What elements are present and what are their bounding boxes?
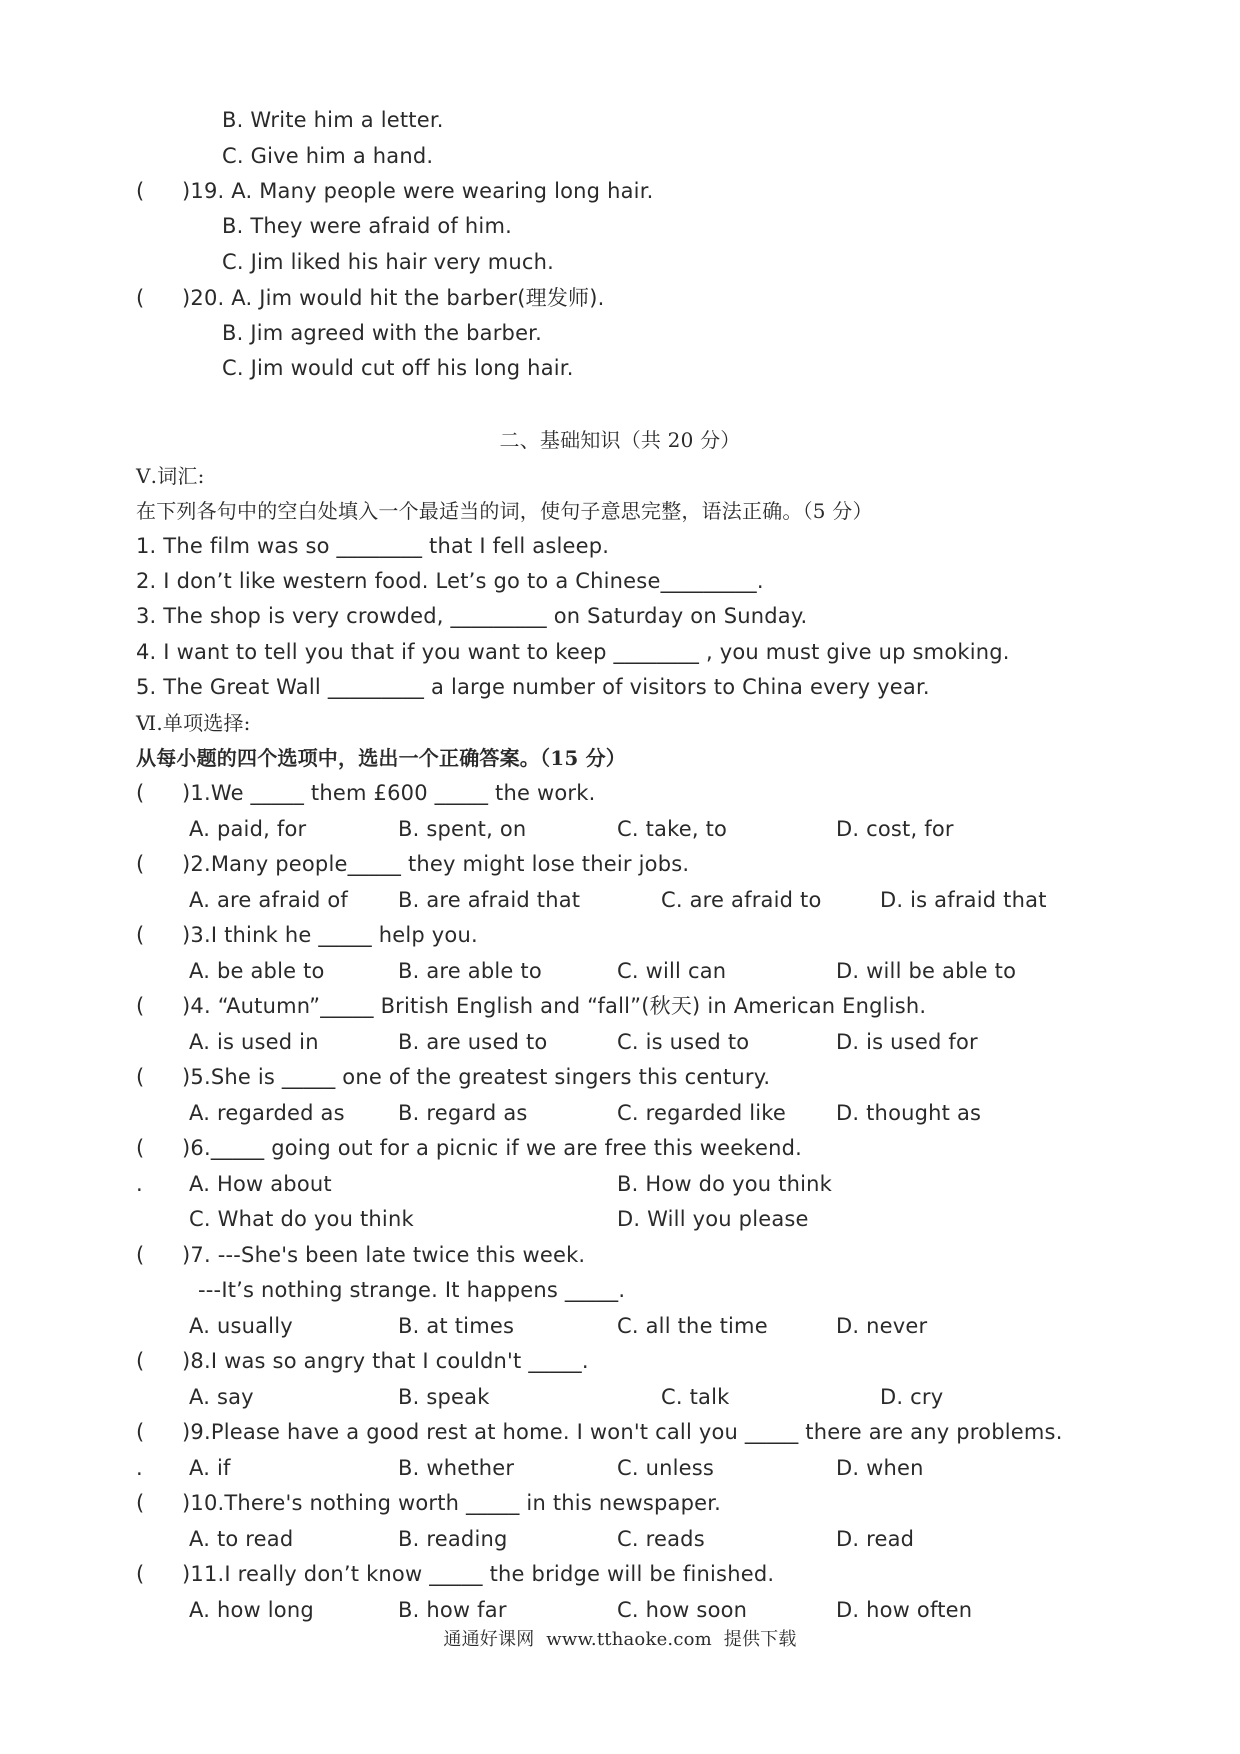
option-a: A. are afraid of: [189, 888, 349, 912]
option-a: A. to read: [189, 1527, 294, 1551]
option-c: C. talk: [661, 1385, 730, 1409]
q19-stem: )19. A. Many people were wearing long hair.: [182, 179, 654, 203]
answer-paren: (: [136, 781, 145, 805]
option-b: B. are afraid that: [398, 888, 581, 912]
answer-paren: (: [136, 1243, 145, 1267]
vocab-heading: Ⅴ.词汇:: [136, 464, 205, 488]
option-b: B. are able to: [398, 959, 542, 983]
vocab-item: 2. I don’t like western food. Let’s go to a Chinese_________.: [136, 569, 764, 593]
question-stem: )11.I really don’t know _____ the bridge will be finished.: [182, 1562, 775, 1586]
option-c: C. unless: [617, 1456, 715, 1480]
option-a: A. How about: [189, 1172, 332, 1196]
vocab-item: 4. I want to tell you that if you want to keep ________ , you must give up smoking.: [136, 640, 1010, 664]
q18-option-c: C. Give him a hand.: [222, 144, 434, 168]
option-d: D. never: [836, 1314, 928, 1338]
answer-paren: (: [136, 1420, 145, 1444]
option-c: C. how soon: [617, 1598, 748, 1622]
option-d: D. cry: [880, 1385, 944, 1409]
option-b: B. How do you think: [617, 1172, 833, 1196]
mc-heading: Ⅵ.单项选择:: [136, 711, 251, 735]
option-d: D. will be able to: [836, 959, 1017, 983]
answer-paren: (: [136, 1491, 145, 1515]
answer-paren: (: [136, 923, 145, 947]
option-d: D. how often: [836, 1598, 973, 1622]
option-c: C. take, to: [617, 817, 728, 841]
option-b: B. reading: [398, 1527, 508, 1551]
option-a: A. usually: [189, 1314, 293, 1338]
answer-paren: (: [136, 852, 145, 876]
option-a: A. be able to: [189, 959, 325, 983]
option-d: D. is used for: [836, 1030, 978, 1054]
option-a: A. regarded as: [189, 1101, 345, 1125]
option-b: B. at times: [398, 1314, 515, 1338]
option-a: A. is used in: [189, 1030, 319, 1054]
question-stem: )10.There's nothing worth _____ in this newspaper.: [182, 1491, 722, 1515]
question-stem: )3.I think he _____ help you.: [182, 923, 478, 947]
option-b: B. spent, on: [398, 817, 527, 841]
answer-paren: (: [136, 994, 145, 1018]
answer-paren: (: [136, 286, 145, 310]
option-b: B. are used to: [398, 1030, 548, 1054]
q19-option-b: B. They were afraid of him.: [222, 214, 512, 238]
question-stem: )6._____ going out for a picnic if we are free this weekend.: [182, 1136, 803, 1160]
answer-paren: (: [136, 1065, 145, 1089]
option-d: D. is afraid that: [880, 888, 1047, 912]
option-d: D. Will you please: [617, 1207, 809, 1231]
vocab-instruction: 在下列各句中的空白处填入一个最适当的词，使句子意思完整，语法正确。（5 分）: [136, 499, 873, 523]
answer-paren: (: [136, 179, 145, 203]
vocab-item: 3. The shop is very crowded, _________ on Saturday on Sunday.: [136, 604, 808, 628]
option-c: C. are afraid to: [661, 888, 822, 912]
q20-option-b: B. Jim agreed with the barber.: [222, 321, 542, 345]
option-b: B. speak: [398, 1385, 490, 1409]
option-d: D. read: [836, 1527, 915, 1551]
option-c: C. regarded like: [617, 1101, 787, 1125]
stray-dot: .: [136, 1172, 143, 1196]
option-c: C. reads: [617, 1527, 705, 1551]
option-d: D. thought as: [836, 1101, 982, 1125]
option-d: D. when: [836, 1456, 924, 1480]
question-stem: )9.Please have a good rest at home. I won't call you _____ there are any problems.: [182, 1420, 1063, 1444]
q20-stem: )20. A. Jim would hit the barber(理发师).: [182, 286, 605, 310]
answer-paren: (: [136, 1349, 145, 1373]
option-c: C. is used to: [617, 1030, 750, 1054]
q19-option-c: C. Jim liked his hair very much.: [222, 250, 555, 274]
option-b: B. whether: [398, 1456, 515, 1480]
question-stem-reply: ---It’s nothing strange. It happens _____.: [198, 1278, 626, 1302]
section-title: 二、基础知识（共 20 分）: [499, 428, 741, 452]
option-a: A. say: [189, 1385, 254, 1409]
q20-option-c: C. Jim would cut off his long hair.: [222, 356, 574, 380]
option-c: C. will can: [617, 959, 727, 983]
question-stem: )1.We _____ them £600 _____ the work.: [182, 781, 596, 805]
question-stem: )8.I was so angry that I couldn't _____.: [182, 1349, 589, 1373]
question-stem: )2.Many people_____ they might lose their jobs.: [182, 852, 690, 876]
question-stem: )4. “Autumn”_____ British English and “fall”(秋天) in American English.: [182, 994, 927, 1018]
vocab-item: 5. The Great Wall _________ a large number of visitors to China every year.: [136, 675, 930, 699]
option-b: B. regard as: [398, 1101, 528, 1125]
answer-paren: (: [136, 1136, 145, 1160]
option-b: B. how far: [398, 1598, 507, 1622]
option-a: A. if: [189, 1456, 231, 1480]
option-a: A. paid, for: [189, 817, 307, 841]
stray-dot: .: [136, 1456, 143, 1480]
page-footer: 通通好课网 www.tthaoke.com 提供下载: [443, 1629, 797, 1650]
question-stem: )5.She is _____ one of the greatest singers this century.: [182, 1065, 771, 1089]
option-c: C. all the time: [617, 1314, 768, 1338]
mc-instruction: 从每小题的四个选项中，选出一个正确答案。（15 分）: [136, 746, 626, 770]
question-stem: )7. ---She's been late twice this week.: [182, 1243, 586, 1267]
vocab-item: 1. The film was so ________ that I fell asleep.: [136, 534, 610, 558]
answer-paren: (: [136, 1562, 145, 1586]
option-a: A. how long: [189, 1598, 314, 1622]
option-d: D. cost, for: [836, 817, 954, 841]
option-c: C. What do you think: [189, 1207, 414, 1231]
q18-option-b: B. Write him a letter.: [222, 108, 444, 132]
